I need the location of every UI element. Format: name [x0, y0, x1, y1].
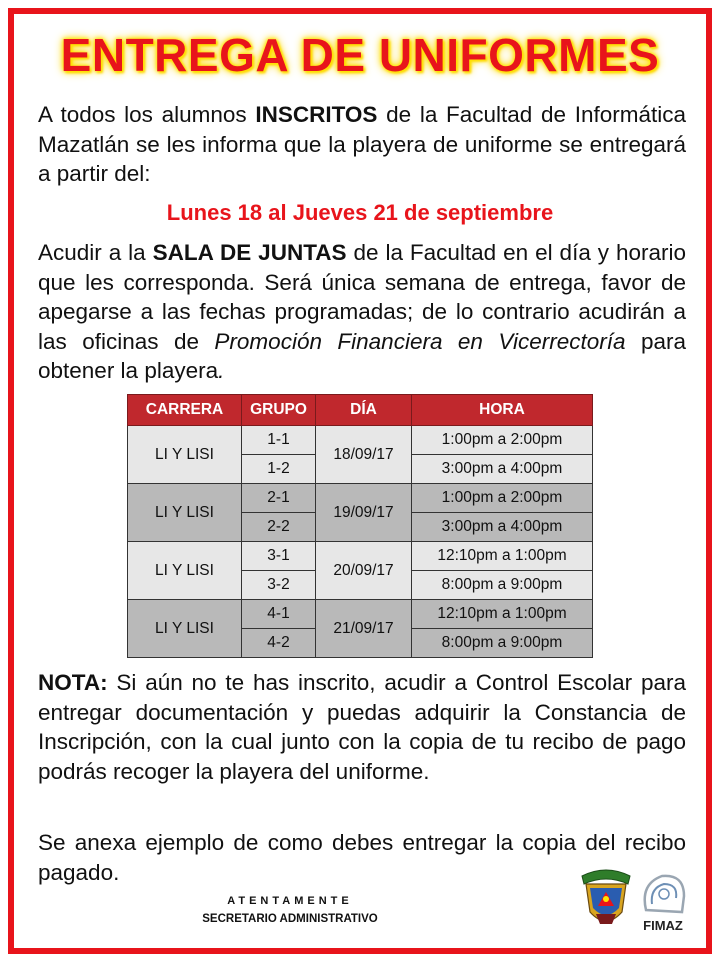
university-crest-icon: [576, 862, 636, 934]
hora-cell: 8:00pm a 9:00pm: [412, 571, 593, 600]
dia-cell: 19/09/17: [316, 484, 412, 542]
instructions-text-pre: Acudir a la: [38, 240, 153, 265]
fimaz-logo-text: FIMAZ: [643, 918, 683, 933]
fimaz-logo-icon: [634, 866, 692, 938]
instructions-text-mid: de la Facultad en el día y horario que les corresponda. Será única semana de entrega, favor de apegarse a las fechas programadas; de lo contrario acudirán a las oficinas de: [38, 240, 687, 354]
grupo-cell: 4-1: [242, 600, 316, 629]
grupo-cell: 1-1: [242, 426, 316, 455]
hora-cell: 1:00pm a 2:00pm: [412, 426, 593, 455]
schedule-table: [127, 394, 593, 658]
instructions-text-end: .: [218, 358, 225, 383]
intro-paragraph: [38, 100, 686, 189]
hora-cell: 3:00pm a 4:00pm: [412, 513, 593, 542]
signature-closing: ATENTAMENTE: [227, 895, 353, 907]
carrera-cell: LI Y LISI: [128, 426, 242, 484]
instructions-text-post: para obtener la playera: [38, 328, 686, 383]
hora-cell: 1:00pm a 2:00pm: [412, 484, 593, 513]
date-range: Lunes 18 al Jueves 21 de septiembre: [166, 200, 554, 225]
grupo-cell: 2-1: [242, 484, 316, 513]
header-dia: DÍA: [316, 395, 412, 426]
grupo-cell: 3-1: [242, 542, 316, 571]
dia-cell: 20/09/17: [316, 542, 412, 600]
note-label: NOTA:: [38, 670, 108, 695]
dia-cell: 18/09/17: [316, 426, 412, 484]
header-carrera: CARRERA: [128, 395, 242, 426]
instructions-text-bold: SALA DE JUNTAS: [152, 240, 347, 265]
intro-text-pre: A todos los alumnos: [38, 102, 256, 127]
hora-cell: 8:00pm a 9:00pm: [412, 629, 593, 658]
hora-cell: 12:10pm a 1:00pm: [412, 542, 593, 571]
table-row: [128, 600, 593, 629]
table-row: [128, 542, 593, 571]
header-hora: HORA: [412, 395, 593, 426]
page-title: ENTREGA DE UNIFORMES: [60, 29, 660, 81]
grupo-cell: 2-2: [242, 513, 316, 542]
grupo-cell: 4-2: [242, 629, 316, 658]
grupo-cell: 1-2: [242, 455, 316, 484]
carrera-cell: LI Y LISI: [128, 484, 242, 542]
note-text: Si aún no te has inscrito, acudir a Control Escolar para entregar documentación y puedas adquirir la Constancia de Inscripción, con la cual junto con la copia de tu recibo de pago podrás recoger la playera del uniforme.: [38, 670, 686, 784]
instructions-paragraph: [38, 238, 686, 386]
hora-cell: 12:10pm a 1:00pm: [412, 600, 593, 629]
hora-cell: 3:00pm a 4:00pm: [412, 455, 593, 484]
signature-title: SECRETARIO ADMINISTRATIVO: [202, 913, 378, 925]
dia-cell: 21/09/17: [316, 600, 412, 658]
note-paragraph: [38, 668, 686, 786]
grupo-cell: 3-2: [242, 571, 316, 600]
annex-paragraph: Se anexa ejemplo de como debes entregar la copia del recibo pagado.: [38, 830, 686, 885]
table-row: [128, 426, 593, 455]
schedule-header-row: [128, 395, 593, 426]
carrera-cell: LI Y LISI: [128, 542, 242, 600]
table-row: [128, 484, 593, 513]
intro-text-post: de la Facultad de Informática Mazatlán se les informa que la playera de uniforme se entregará a partir del:: [38, 102, 686, 186]
header-grupo: GRUPO: [242, 395, 316, 426]
intro-text-bold: INSCRITOS: [255, 102, 378, 127]
carrera-cell: LI Y LISI: [128, 600, 242, 658]
instructions-text-italic: Promoción Financiera en Vicerrectoría: [214, 328, 626, 354]
